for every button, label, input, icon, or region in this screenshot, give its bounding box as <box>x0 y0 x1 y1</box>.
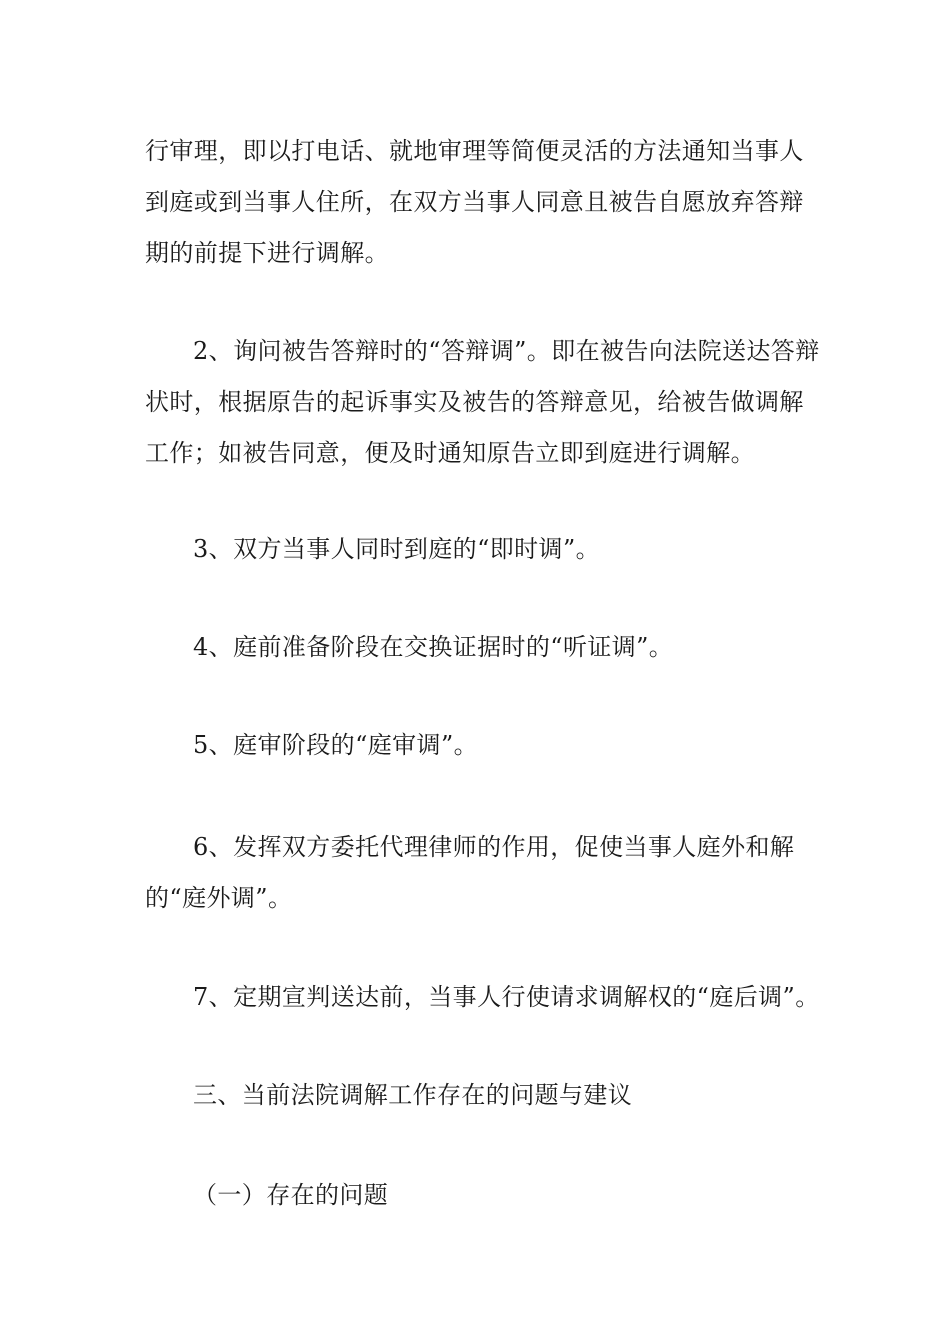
paragraph-item-4: 4、庭前准备阶段在交换证据时的“听证调”。 <box>193 633 674 661</box>
paragraph-item-3: 3、双方当事人同时到庭的“即时调”。 <box>193 535 601 563</box>
paragraph-item-5: 5、庭审阶段的“庭审调”。 <box>193 731 479 759</box>
subsection-heading: （一）存在的问题 <box>193 1181 389 1209</box>
paragraph-continuation: 行审理，即以打电话、就地审理等简便灵活的方法通知当事人到庭或到当事人住所，在双方当事人同意且被告自愿放弃答辩期的前提下进行调解。 <box>145 137 804 267</box>
paragraph-item-2: 2、询问被告答辩时的“答辩调”。即在被告向法院送达答辩状时，根据原告的起诉事实及被告的答辩意见，给被告做调解工作；如被告同意，便及时通知原告立即到庭进行调解。 <box>145 337 820 467</box>
paragraph-item-7: 7、定期宣判送达前，当事人行使请求调解权的“庭后调”。 <box>193 983 820 1011</box>
paragraph-item-6: 6、发挥双方委托代理律师的作用，促使当事人庭外和解的“庭外调”。 <box>145 833 795 912</box>
section-heading: 三、当前法院调解工作存在的问题与建议 <box>193 1081 633 1109</box>
